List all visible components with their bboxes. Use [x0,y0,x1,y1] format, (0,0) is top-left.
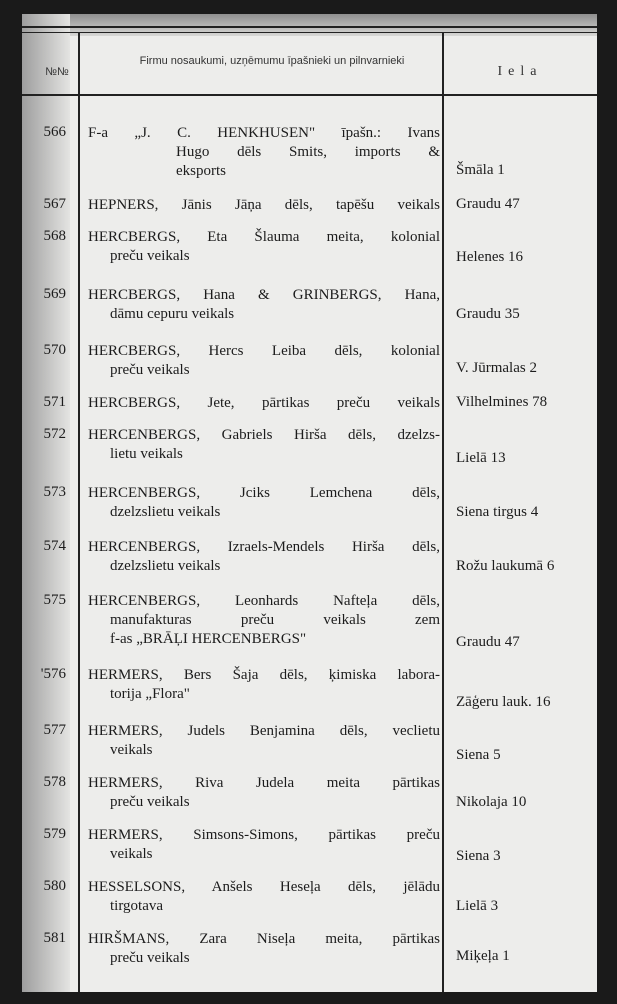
entry-number: 574 [43,538,66,554]
entry-firm: HERMERS, Simsons-Simons, pārtikas preču veikals [88,827,440,862]
entry-firm: HESSELSONS, Anšels Heseļa dēls, jēlādu tirgotava [88,879,440,914]
entry-street: Helenes 16 [456,249,524,265]
entry-street: Šmāla 1 [456,162,505,178]
header-firm: Firmu nosaukumi, uzņēmumu īpašnieki un pilnvarnieki [139,55,405,67]
entry-number: 569 [43,286,66,302]
num-column-rule [78,32,80,992]
entry-number: 575 [43,592,66,608]
entry-number: 577 [43,722,66,738]
entry-firm: HERCBERGS, Jete, pārtikas preču veikals [88,395,440,411]
entry-firm: HERMERS, Riva Judela meita pārtikas preču veikals [88,775,440,810]
entry-street: Graudu 35 [456,306,520,322]
entry-number: 568 [43,228,66,244]
entry-street: Siena 5 [456,747,501,763]
header-top-rule-2 [22,32,597,33]
entry-street: V. Jūrmalas 2 [456,360,537,376]
entry-number: 572 [43,426,66,442]
entry-street: Graudu 47 [456,196,520,212]
entry-firm: HERCENBERGS, Jciks Lemchena dēls, dzelzslietu veikals [88,485,440,520]
entry-number: 580 [43,878,66,894]
entry-number: 581 [43,930,66,946]
entry-firm: HERCBERGS, Hercs Leiba dēls, kolonial preču veikals [88,343,440,378]
entry-firm: HERCBERGS, Eta Šlauma meita, kolonial preču veikals [88,229,440,264]
entry-number: '576 [40,666,66,682]
entry-number: 573 [43,484,66,500]
entry-street: Graudu 47 [456,634,520,650]
entry-street: Siena 3 [456,848,501,864]
entry-number: 578 [43,774,66,790]
entry-firm: HIRŠMANS, Zara Niseļa meita, pārtikas preču veikals [88,931,440,966]
entry-firm: HERCBERGS, Hana & GRINBERGS, Hana, dāmu cepuru veikals [88,287,440,322]
entry-street: Lielā 13 [456,450,506,466]
entry-street: Miķeļa 1 [456,948,510,964]
entry-firm: F-a „J. C. HENKHUSEN" īpašn.: Ivans Hugo dēls Smits, imports & eksports [88,125,440,179]
entry-street: Zāģeru lauk. 16 [456,694,551,710]
scan-shadow-left [22,14,70,992]
header-bottom-rule [22,94,597,96]
entry-firm: HERCENBERGS, Izraels-Mendels Hirša dēls, dzelzslietu veikals [88,539,440,574]
header-top-rule [22,26,597,28]
street-column-rule [442,32,444,992]
entry-firm: HERCENBERGS, Gabriels Hirša dēls, dzelzs- lietu veikals [88,427,440,462]
entry-firm: HEPNERS, Jānis Jāņa dēls, tapēšu veikals [88,197,440,213]
entry-firm: HERMERS, Judels Benjamina dēls, veclietu veikals [88,723,440,758]
entry-number: 570 [43,342,66,358]
entry-firm: HERMERS, Bers Šaja dēls, ķimiska labora- torija „Flora" [88,667,440,702]
entry-street: Rožu laukumā 6 [456,558,555,574]
entry-street: Siena tirgus 4 [456,504,539,520]
entry-number: 567 [43,196,66,212]
entry-firm: HERCENBERGS, Leonhards Nafteļa dēls, manufakturas preču veikals zem f-as „BRĀĻI HERCENBERGS" [88,593,440,647]
entry-number: 566 [43,124,66,140]
entry-street: Nikolaja 10 [456,794,527,810]
entry-number: 579 [43,826,66,842]
entry-number: 571 [43,394,66,410]
entry-street: Lielā 3 [456,898,499,914]
header-street: Iela [497,64,543,79]
entry-street: Vilhelmines 78 [456,394,548,410]
header-num: №№ [45,66,69,78]
document-page [22,14,597,992]
